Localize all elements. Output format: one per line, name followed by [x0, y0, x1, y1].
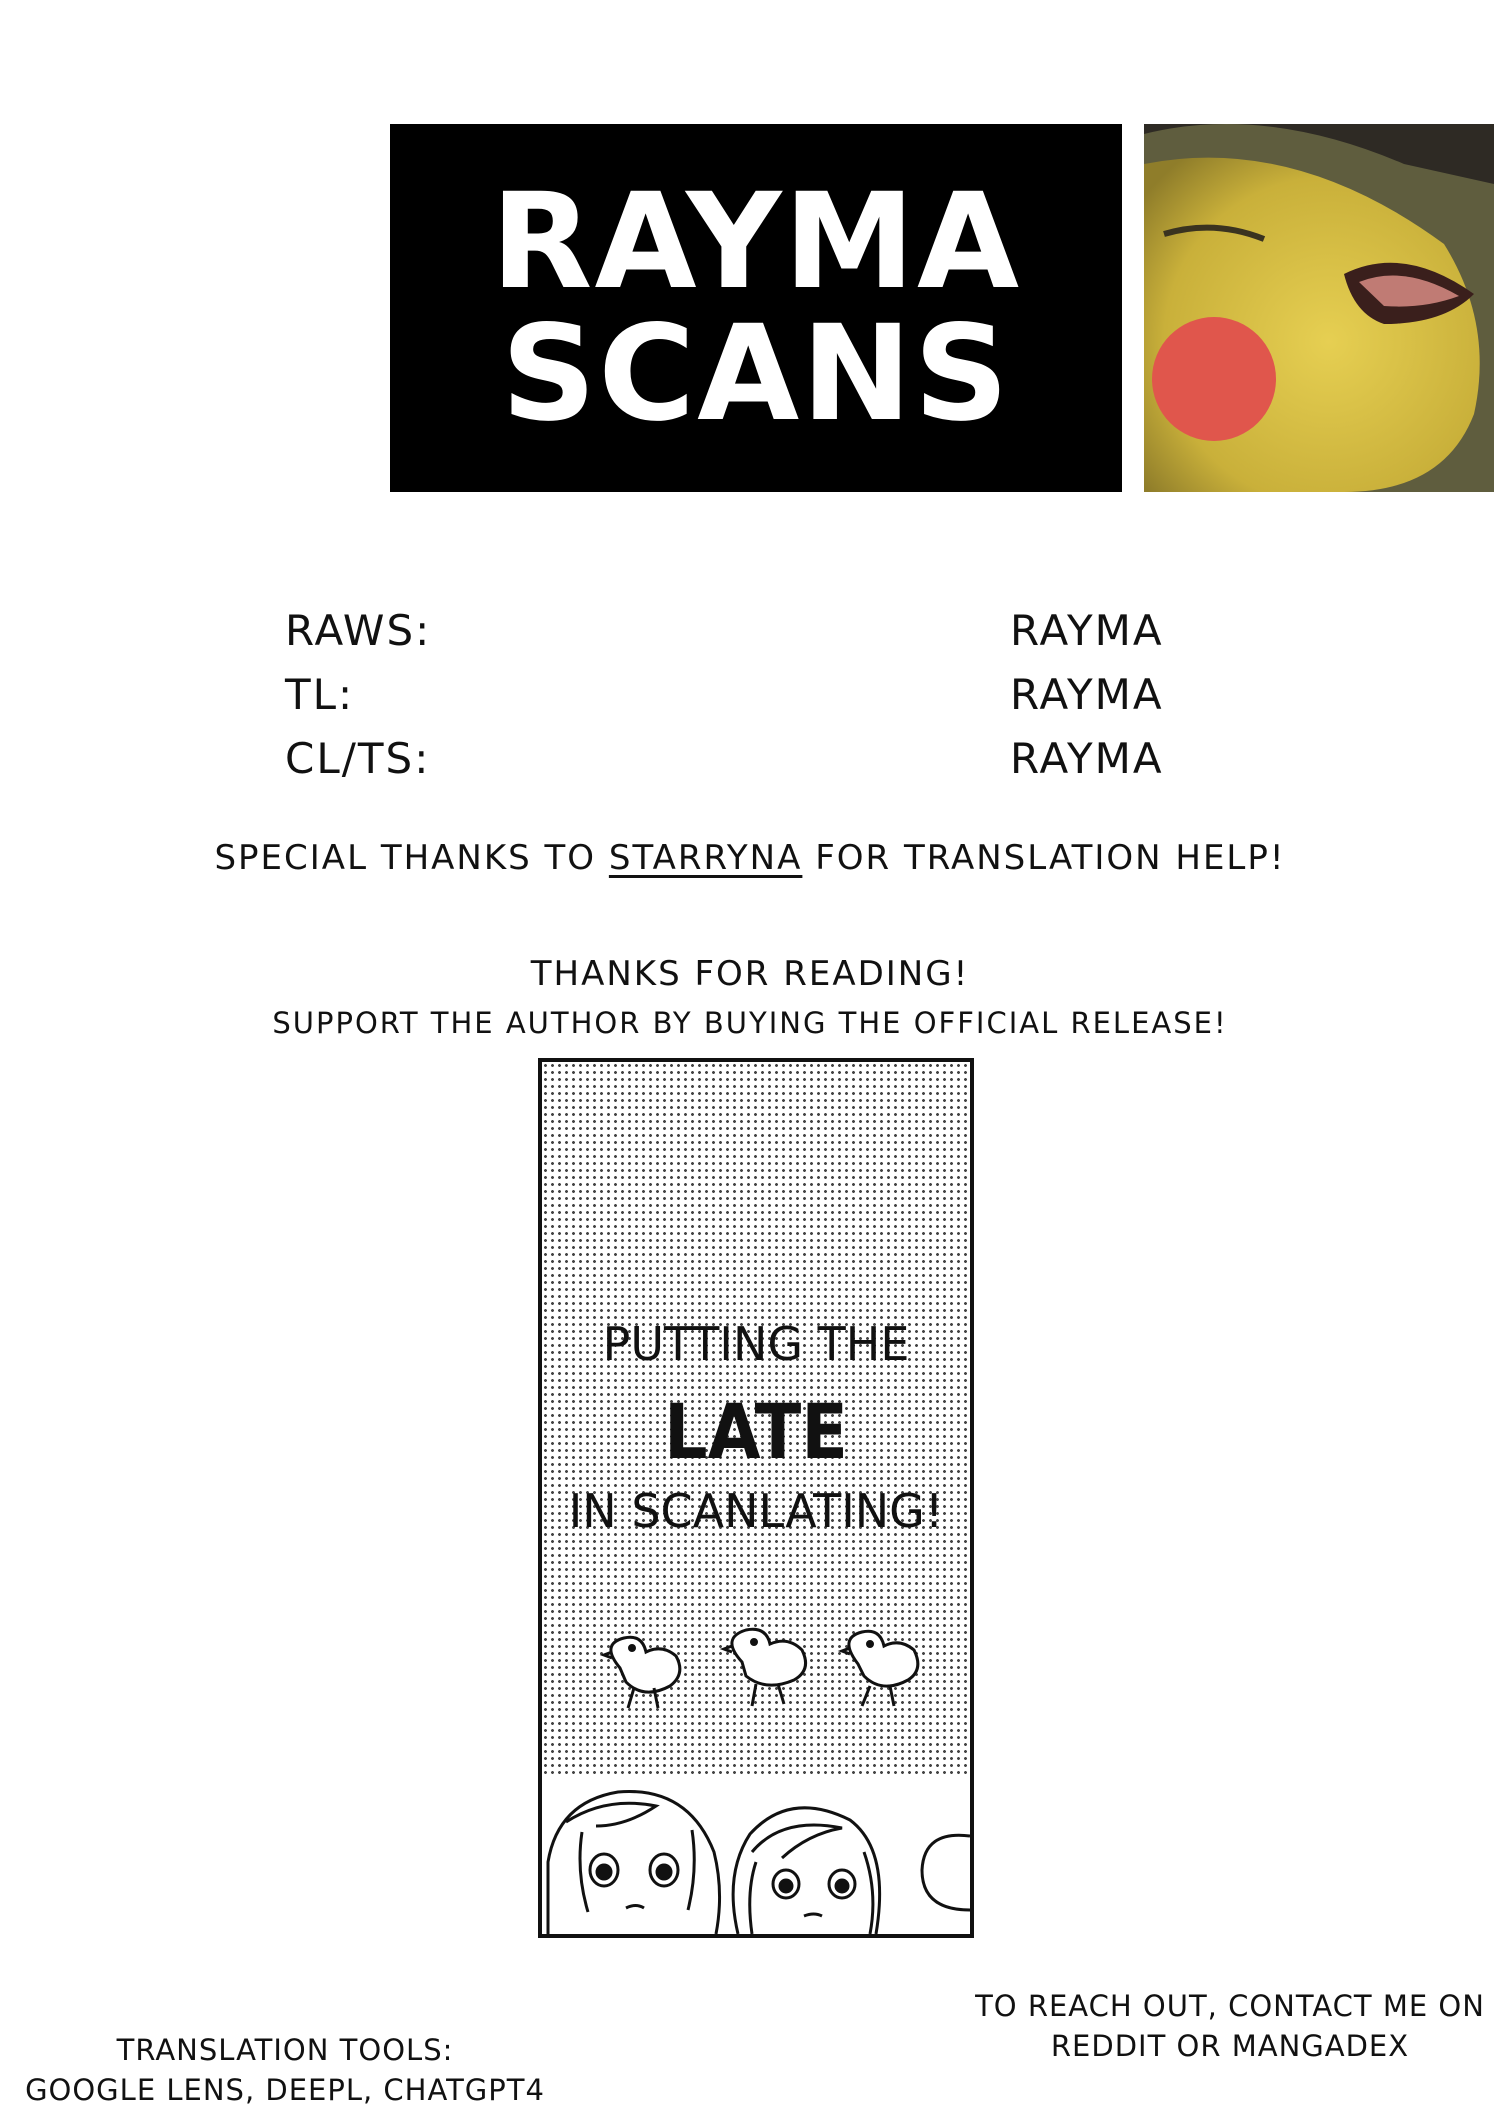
- panel-text-emphasis: LATE: [664, 1387, 848, 1476]
- chick-icon: [842, 1631, 918, 1706]
- credit-label: CL/TS:: [285, 734, 431, 783]
- panel-text-line-3: IN SCANLATING!: [568, 1484, 944, 1538]
- special-thanks-suffix: FOR TRANSLATION HELP!: [815, 838, 1286, 878]
- credit-value: RAYMA: [1010, 606, 1164, 655]
- credits-list: [285, 606, 1185, 798]
- credit-label: TL:: [285, 670, 355, 719]
- contact-info: [960, 1986, 1500, 2066]
- scanlator-logo: [390, 124, 1122, 492]
- contact-line-2: REDDIT OR MANGADEX: [1050, 2029, 1410, 2063]
- credit-value: RAYMA: [1010, 670, 1164, 719]
- special-thanks-line: [0, 838, 1500, 878]
- manga-panel: [538, 1058, 974, 1938]
- translation-tools-title: TRANSLATION TOOLS:: [116, 2033, 454, 2067]
- special-thanks-name: STARRYNA: [608, 838, 803, 878]
- pikachu-face-illustration: [1144, 124, 1494, 492]
- credit-value: RAYMA: [1010, 734, 1164, 783]
- chick-icon: [604, 1637, 680, 1708]
- contact-line-1: TO REACH OUT, CONTACT ME ON: [975, 1989, 1485, 2023]
- pikachu-image: [1144, 124, 1494, 492]
- chick-icon: [724, 1629, 806, 1706]
- logo-line-1: RAYMA: [490, 165, 1022, 319]
- thanks-for-reading: THANKS FOR READING!: [530, 954, 970, 994]
- logo-line-2: SCANS: [501, 297, 1011, 451]
- panel-text-line-1: PUTTING THE: [602, 1317, 910, 1371]
- special-thanks-prefix: SPECIAL THANKS TO: [214, 838, 597, 878]
- translation-tools-list: GOOGLE LENS, DEEPL, CHATGPT4: [25, 2073, 545, 2107]
- credit-row: [285, 670, 1185, 734]
- credit-label: RAWS:: [285, 606, 432, 655]
- support-author-note: SUPPORT THE AUTHOR BY BUYING THE OFFICIAL RELEASE!: [272, 1006, 1228, 1040]
- credit-row: [285, 606, 1185, 670]
- translation-tools: [20, 2030, 550, 2110]
- credit-row: [285, 734, 1185, 798]
